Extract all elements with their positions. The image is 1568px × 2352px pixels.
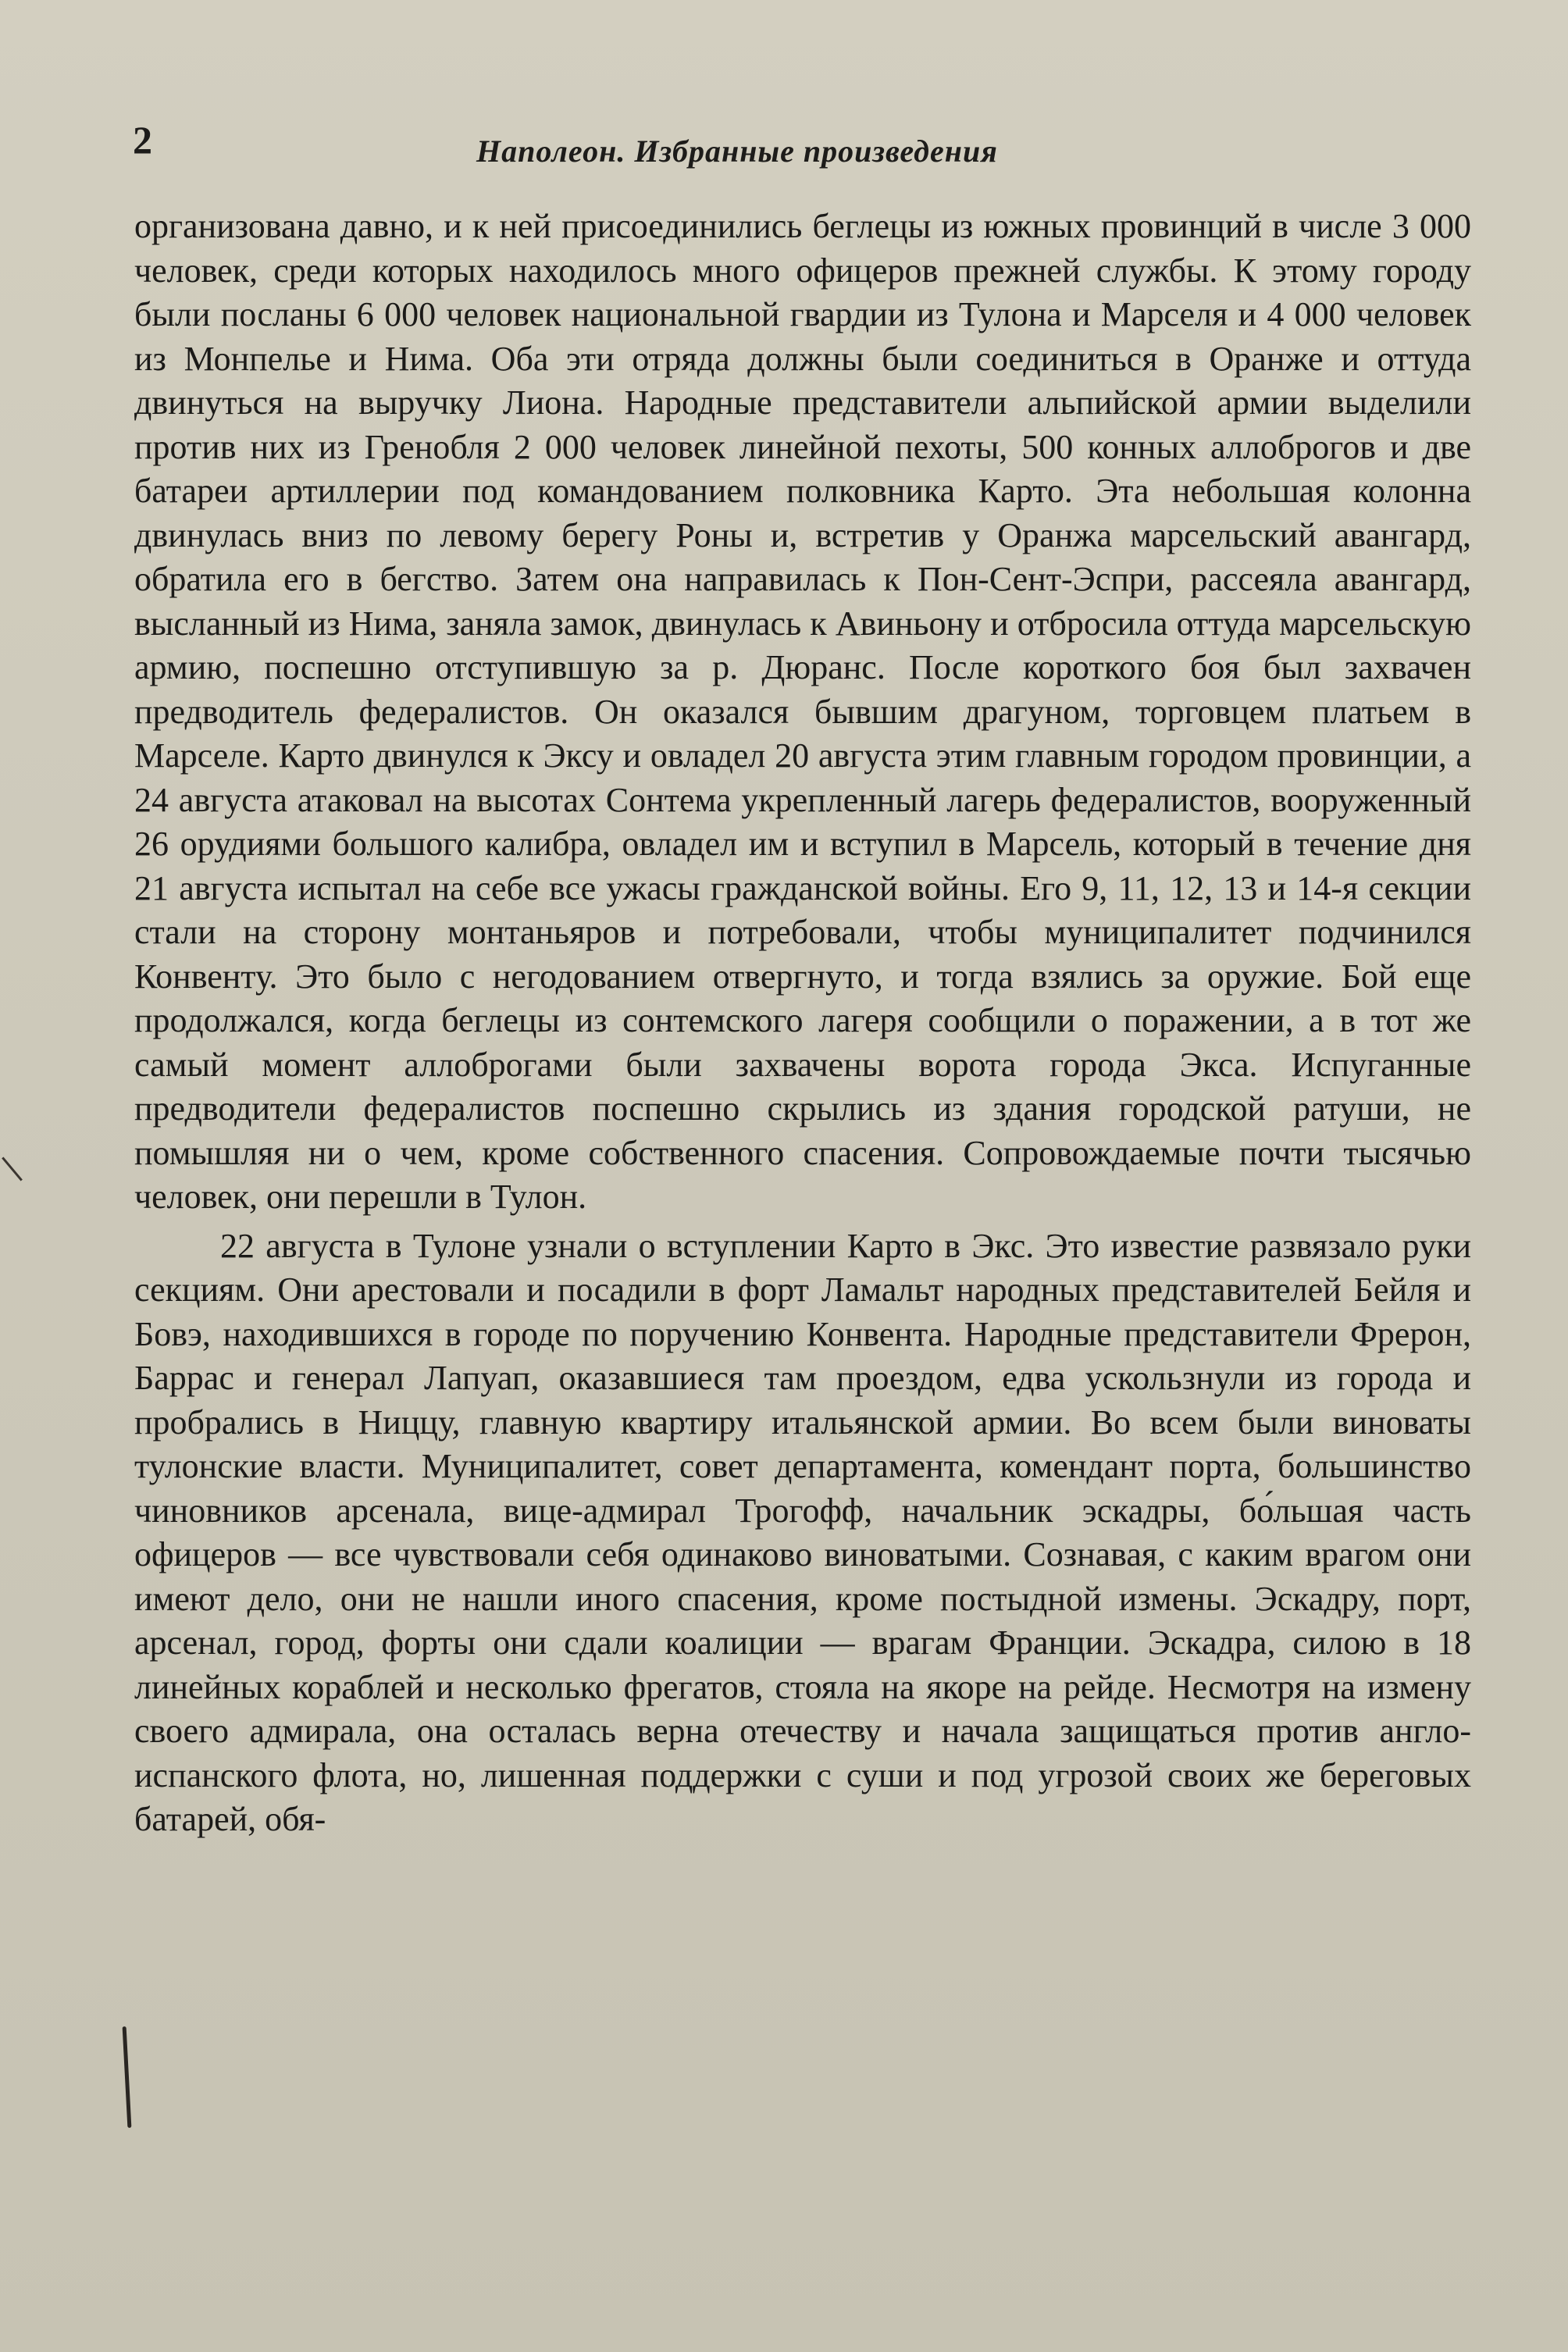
page-number: 2 <box>133 118 152 162</box>
paragraph-2: 22 августа в Тулоне узнали о вступлении Карто в Экс. Это известие развязало руки секциям. Они арестовали и посадили в форт Ламальт народных представителей Бейля и Бовэ, находившихся в городе по поручению Конвента. Народные представители Фрерон, Баррас и генерал Лапуап, оказавшиеся там проездом, едва ускользнули из города и пробрались в Ниццу, главную квартиру итальянской армии. Во всем были виноваты тулонские власти. Муниципалитет, совет департамента, комендант порта, большинство чиновников арсенала, вице-адмирал Трогофф, начальник эскадры, бо́льшая часть офицеров — все чувствовали себя одинаково виноватыми. Сознавая, с каким врагом они имеют дело, они не нашли иного спасения, кроме постыдной измены. Эскадру, порт, арсенал, город, форты они сдали коалиции — врагам Франции. Эскадра, силою в 18 линейных кораблей и несколько фрегатов, стояла на якоре на рейде. Несмотря на измену своего адмирала, она осталась верна отечеству и начала защищаться против англо-испанского флота, но, лишенная поддержки с суши и под угрозой своих же береговых батарей, обя- <box>134 1226 1471 1838</box>
margin-pencil-mark <box>123 2026 132 2128</box>
running-head: Наполеон. Избранные произведения <box>476 134 998 169</box>
stray-pencil-mark <box>2 1156 23 1181</box>
body-text <box>134 205 1471 1842</box>
paragraph-1: организована давно, и к ней присоединились беглецы из южных провинций в числе 3 000 человек, среди которых находилось много офицеров прежней службы. К этому городу были посланы 6 000 человек национальной гвардии из Тулона и Марселя и 4 000 человек из Монпелье и Нима. Оба эти отряда должны были соединиться в Оранже и оттуда двинуться на выручку Лиона. Народные представители альпийской армии выделили против них из Гренобля 2 000 человек линейной пехоты, 500 конных аллоброгов и две батареи артиллерии под командованием полковника Карто. Эта небольшая колонна двинулась вниз по левому берегу Роны и, встретив у Оранжа марсельский авангард, обратила его в бегство. Затем она направилась к Пон-Сент-Эспри, рассеяла авангард, высланный из Нима, заняла замок, двинулась к Авиньону и отбросила оттуда марсельскую армию, поспешно отступившую за р. Дюранс. После короткого боя был захвачен предводитель федералистов. Он оказался бывшим драгуном, торговцем платьем в Марселе. Карто двинулся к Эксу и овладел 20 августа этим главным городом провинции, а 24 августа атаковал на высотах Сонтема укрепленный лагерь федералистов, вооруженный 26 орудиями большого калибра, овладел им и вступил в Марсель, который в течение дня 21 августа испытал на себе все ужасы гражданской войны. Его 9, 11, 12, 13 и 14-я секции стали на сторону монтаньяров и потребовали, чтобы муниципалитет подчинился Конвенту. Это было с негодованием отвергнуто, и тогда взялись за оружие. Бой еще продолжался, когда беглецы из сонтемского лагеря сообщили о поражении, а в тот же самый момент аллоброгами были захвачены ворота города Экса. Испуганные предводители федералистов поспешно скрылись из здания городской ратуши, не помышляя ни о чем, кроме собственного спасения. Сопровождаемые почти тысячью человек, они перешли в Тулон. <box>134 207 1471 1216</box>
